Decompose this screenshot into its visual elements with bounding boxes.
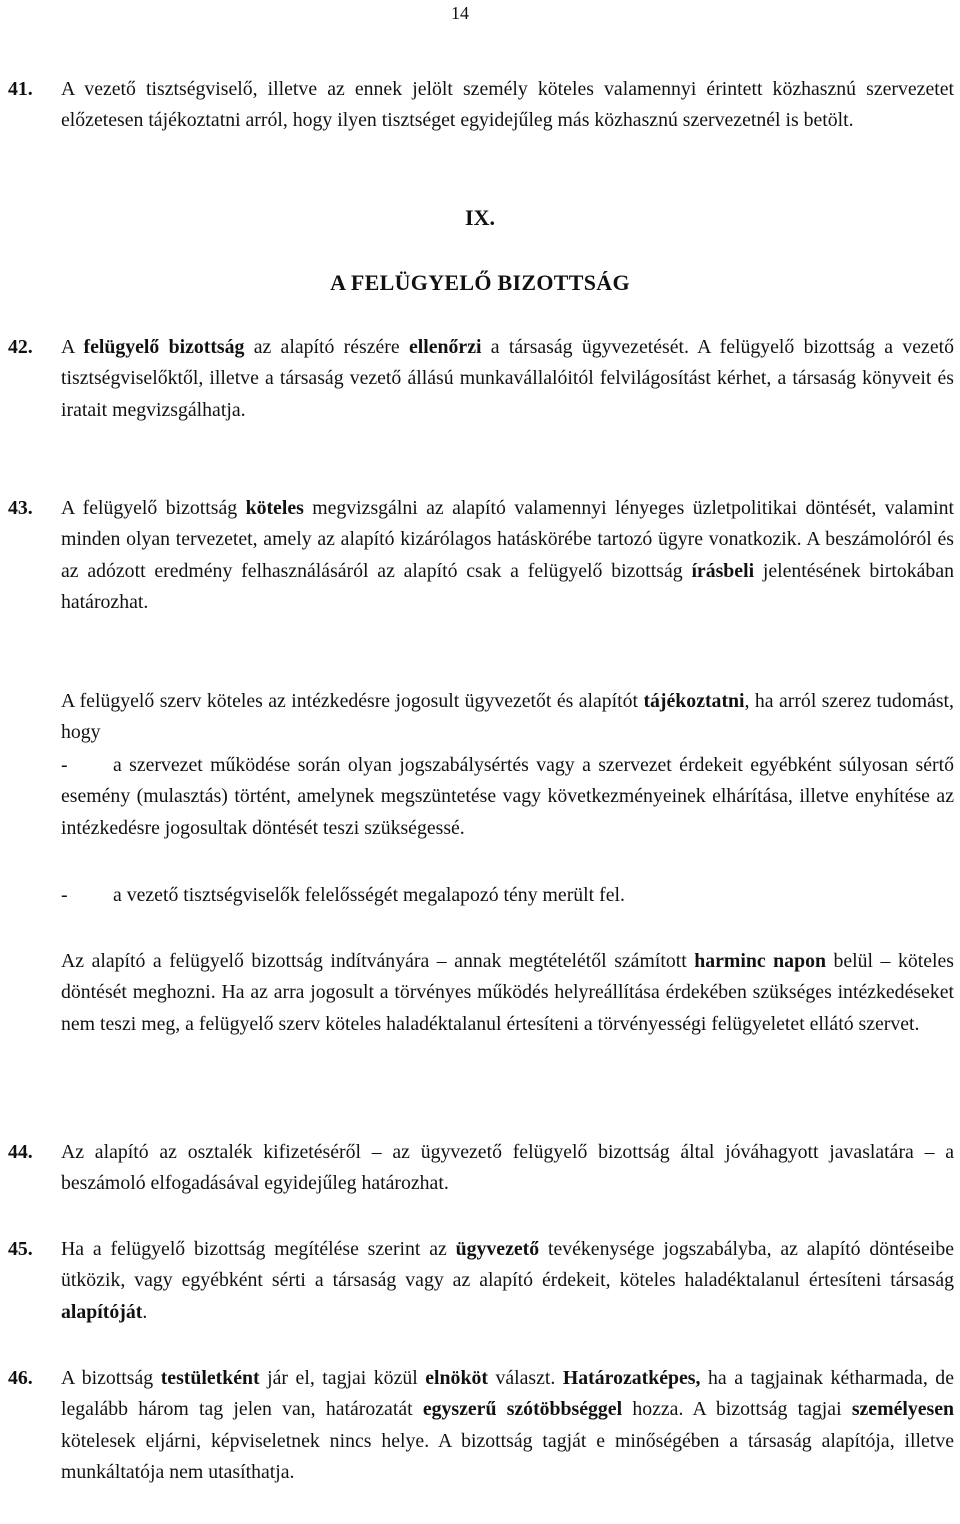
paragraph-42: A felügyelő bizottság az alapító részére ellenőrzi a társaság ügyvezetését. A felügyelő bizottság a vezető tisztségviselőktől, illetve a társaság vezető állású munkavállalóitól felvilágosítást kérhet, a társaság könyveit és iratait megvizsgálhatja. <box>61 336 954 421</box>
section-title: A FELÜGYELŐ BIZOTTSÁG <box>330 270 630 295</box>
paragraph-41: A vezető tisztségviselő, illetve az ennek jelölt személy köteles valamennyi érintett közhasznú szervezetet előzetesen tájékoztatni arról, hogy ilyen tisztséget egyidejűleg más közhasznú szervezetnél is betölt. <box>61 78 954 132</box>
paragraph-45: Ha a felügyelő bizottság megítélése szerint az ügyvezető tevékenysége jogszabályba, az alapító döntéseibe ütközik, vagy egyébként sérti a társaság vagy az alapító érdekeit, köteles haladéktalanul értesíteni társaság alapítóját. <box>61 1238 954 1323</box>
paragraph-number-43: 43. <box>8 497 33 519</box>
paragraph-supervisory-duty: A felügyelő szerv köteles az intézkedésre jogosult ügyvezetőt és alapítót tájékoztatni, ha arról szerez tudomást, hogy <box>61 690 954 744</box>
paragraph-number-42: 42. <box>8 336 33 358</box>
paragraph-46: A bizottság testületként jár el, tagjai közül elnököt választ. Határozatképes, ha a tagjainak kétharmada, de legalább három tag jelen van, határozatát egyszerű szótöbbséggel hozza. A bizottság tagjai személyesen kötelesek eljárni, képviseletnek nincs helye. A bizottság tagját e minőségében a társaság alapítója, illetve munkáltatója nem utasíthatja. <box>61 1367 954 1483</box>
paragraph-number-44: 44. <box>8 1141 33 1163</box>
paragraph-44: Az alapító az osztalék kifizetéséről – az ügyvezető felügyelő bizottság által jóváhagyott javaslatára – a beszámoló elfogadásával egyidejűleg határozhat. <box>61 1141 954 1195</box>
paragraph-number-41: 41. <box>8 78 33 100</box>
paragraph-founder-decision: Az alapító a felügyelő bizottság indítványára – annak megtételétől számított harminc napon belül – köteles döntését meghozni. Ha az arra jogosult a törvényes működés helyreállítása érdekében szükséges intézkedéseket nem teszi meg, a felügyelő szerv köteles haladéktalanul értesíteni a törvényességi felügyeletet ellátó szervet. <box>61 950 954 1035</box>
list-item-2: - a vezető tisztségviselők felelősségét megalapozó tény merült fel. <box>61 884 625 906</box>
section-number: IX. <box>465 205 495 230</box>
list-item-1: - a szervezet működése során olyan jogszabálysértés vagy a szervezet érdekeit egyébként súlyosan sértő esemény (mulasztás) történt, amelynek megszüntetése vagy következményeinek elhárítása, illetve enyhítése az intézkedésre jogosultak döntését teszi szükségessé. <box>61 754 954 839</box>
page-number: 14 <box>451 3 469 23</box>
paragraph-number-45: 45. <box>8 1238 33 1260</box>
paragraph-43: A felügyelő bizottság köteles megvizsgálni az alapító valamennyi lényeges üzletpolitikai döntését, valamint minden olyan tervezetet, amely az alapító kizárólagos hatáskörébe tartozó ügyre vonatkozik. A beszámolóról és az adózott eredmény felhasználásáról az alapító csak a felügyelő bizottság írásbeli jelentésének birtokában határozhat. <box>61 497 954 613</box>
paragraph-number-46: 46. <box>8 1367 33 1389</box>
